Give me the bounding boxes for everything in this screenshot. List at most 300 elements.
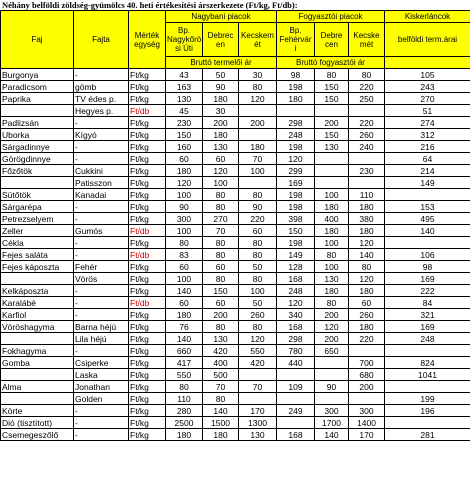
cell-fajta: - — [74, 249, 129, 261]
cell-debrecen-fogyasztoi: 130 — [315, 141, 349, 153]
cell-bp-fehervari: 780 — [277, 345, 315, 357]
cell-kecskemet-nagybani: 260 — [239, 309, 277, 321]
cell-bp-fehervari: 198 — [277, 201, 315, 213]
cell-mertekegyseg: Ft/kg — [129, 273, 166, 285]
cell-debrecen-nagybani: 70 — [203, 381, 239, 393]
cell-fajta: - — [74, 141, 129, 153]
cell-bp-nagykoros: 80 — [166, 237, 203, 249]
cell-belfoldi-term-arai: 196 — [385, 405, 470, 417]
cell-bp-fehervari: 109 — [277, 381, 315, 393]
cell-fajta: - — [74, 213, 129, 225]
cell-faj — [1, 393, 74, 405]
cell-bp-nagykoros: 180 — [166, 165, 203, 177]
cell-mertekegyseg: Ft/kg — [129, 237, 166, 249]
cell-debrecen-nagybani: 100 — [203, 177, 239, 189]
cell-faj: Alma — [1, 381, 74, 393]
header-nagybani-piacok: Nagybani piacok — [166, 11, 277, 23]
table-row — [1, 201, 470, 213]
cell-bp-fehervari — [277, 369, 315, 381]
cell-faj: Sárgarépa — [1, 201, 74, 213]
cell-kecskemet-fogyasztoi: 180 — [349, 201, 385, 213]
cell-faj: Paprika — [1, 93, 74, 105]
cell-bp-fehervari: 168 — [277, 273, 315, 285]
cell-kecskemet-fogyasztoi: 170 — [349, 429, 385, 441]
cell-kecskemet-nagybani: 130 — [239, 429, 277, 441]
cell-fajta: Laska — [74, 369, 129, 381]
cell-bp-nagykoros: 300 — [166, 213, 203, 225]
cell-kecskemet-nagybani — [239, 177, 277, 189]
cell-fajta: Patisszon — [74, 177, 129, 189]
cell-debrecen-nagybani: 60 — [203, 297, 239, 309]
cell-debrecen-fogyasztoi: 150 — [315, 93, 349, 105]
cell-belfoldi-term-arai: 140 — [385, 225, 470, 237]
cell-bp-fehervari: 128 — [277, 261, 315, 273]
cell-kecskemet-nagybani: 80 — [239, 273, 277, 285]
cell-mertekegyseg: Ft/kg — [129, 165, 166, 177]
cell-faj: Görögdinnye — [1, 153, 74, 165]
cell-mertekegyseg: Ft/kg — [129, 81, 166, 93]
header-kisker-empty — [385, 57, 470, 69]
cell-fajta: Gumós — [74, 225, 129, 237]
cell-fajta: Lila héjú — [74, 333, 129, 345]
cell-debrecen-nagybani: 130 — [203, 333, 239, 345]
cell-bp-fehervari: 398 — [277, 213, 315, 225]
header-mertekegyseg: Mérték egység — [129, 11, 166, 69]
cell-bp-nagykoros: 140 — [166, 285, 203, 297]
header-brutto-termeloi-ar: Bruttó termelői ár — [166, 57, 277, 69]
cell-belfoldi-term-arai: 51 — [385, 105, 470, 117]
cell-kecskemet-nagybani: 100 — [239, 165, 277, 177]
cell-mertekegyseg: Ft/kg — [129, 153, 166, 165]
cell-kecskemet-nagybani — [239, 369, 277, 381]
cell-faj: Kelkáposzta — [1, 285, 74, 297]
cell-bp-nagykoros: 110 — [166, 393, 203, 405]
cell-mertekegyseg: Ft/db — [129, 225, 166, 237]
cell-bp-fehervari: 120 — [277, 297, 315, 309]
cell-kecskemet-fogyasztoi: 1400 — [349, 417, 385, 429]
cell-fajta: - — [74, 69, 129, 81]
cell-bp-nagykoros: 163 — [166, 81, 203, 93]
cell-bp-nagykoros: 60 — [166, 297, 203, 309]
cell-bp-fehervari: 299 — [277, 165, 315, 177]
cell-belfoldi-term-arai: 199 — [385, 393, 470, 405]
cell-bp-nagykoros: 2500 — [166, 417, 203, 429]
cell-debrecen-fogyasztoi: 400 — [315, 213, 349, 225]
cell-fajta: Fehér — [74, 261, 129, 273]
cell-kecskemet-nagybani: 100 — [239, 285, 277, 297]
cell-bp-fehervari: 169 — [277, 177, 315, 189]
cell-mertekegyseg: Ft/kg — [129, 213, 166, 225]
cell-debrecen-nagybani: 180 — [203, 93, 239, 105]
cell-mertekegyseg: Ft/kg — [129, 357, 166, 369]
cell-mertekegyseg: Ft/kg — [129, 405, 166, 417]
cell-kecskemet-fogyasztoi: 120 — [349, 237, 385, 249]
cell-debrecen-fogyasztoi: 100 — [315, 261, 349, 273]
cell-debrecen-nagybani: 420 — [203, 345, 239, 357]
cell-mertekegyseg: Ft/kg — [129, 417, 166, 429]
cell-fajta: - — [74, 117, 129, 129]
cell-faj: Körte — [1, 405, 74, 417]
table-row — [1, 261, 470, 273]
cell-bp-nagykoros: 230 — [166, 117, 203, 129]
cell-bp-nagykoros: 76 — [166, 321, 203, 333]
cell-mertekegyseg: Ft/kg — [129, 177, 166, 189]
cell-mertekegyseg: Ft/kg — [129, 189, 166, 201]
cell-debrecen-fogyasztoi — [315, 369, 349, 381]
table-row — [1, 153, 470, 165]
table-row — [1, 417, 470, 429]
cell-bp-fehervari: 298 — [277, 117, 315, 129]
cell-kecskemet-fogyasztoi: 200 — [349, 381, 385, 393]
cell-debrecen-fogyasztoi — [315, 105, 349, 117]
cell-bp-fehervari: 249 — [277, 405, 315, 417]
cell-faj: Fejes káposzta — [1, 261, 74, 273]
cell-kecskemet-nagybani: 90 — [239, 201, 277, 213]
cell-fajta: - — [74, 345, 129, 357]
cell-bp-fehervari: 150 — [277, 225, 315, 237]
cell-fajta: Hegyes p. — [74, 105, 129, 117]
cell-bp-nagykoros: 180 — [166, 429, 203, 441]
cell-mertekegyseg: Ft/db — [129, 105, 166, 117]
cell-bp-fehervari: 340 — [277, 309, 315, 321]
cell-faj: Padlizsán — [1, 117, 74, 129]
cell-debrecen-nagybani: 200 — [203, 117, 239, 129]
cell-belfoldi-term-arai: 105 — [385, 69, 470, 81]
cell-kecskemet-fogyasztoi: 230 — [349, 165, 385, 177]
cell-belfoldi-term-arai: 274 — [385, 117, 470, 129]
cell-debrecen-nagybani: 70 — [203, 225, 239, 237]
cell-kecskemet-nagybani — [239, 129, 277, 141]
cell-belfoldi-term-arai: 84 — [385, 297, 470, 309]
cell-mertekegyseg: Ft/kg — [129, 129, 166, 141]
cell-kecskemet-nagybani: 120 — [239, 333, 277, 345]
table-row — [1, 141, 470, 153]
cell-belfoldi-term-arai: 1041 — [385, 369, 470, 381]
cell-faj: Uborka — [1, 129, 74, 141]
cell-kecskemet-fogyasztoi: 140 — [349, 249, 385, 261]
cell-debrecen-fogyasztoi — [315, 177, 349, 189]
cell-debrecen-nagybani: 80 — [203, 189, 239, 201]
cell-belfoldi-term-arai: 64 — [385, 153, 470, 165]
cell-debrecen-nagybani: 270 — [203, 213, 239, 225]
cell-debrecen-nagybani: 80 — [203, 201, 239, 213]
cell-belfoldi-term-arai: 248 — [385, 333, 470, 345]
cell-debrecen-nagybani: 80 — [203, 249, 239, 261]
cell-debrecen-fogyasztoi: 650 — [315, 345, 349, 357]
cell-debrecen-nagybani: 140 — [203, 405, 239, 417]
header-belfoldi-term-arai: belföldi term.árai — [385, 23, 470, 57]
cell-bp-nagykoros: 80 — [166, 381, 203, 393]
table-row — [1, 297, 470, 309]
cell-bp-nagykoros: 417 — [166, 357, 203, 369]
cell-faj: Cékla — [1, 237, 74, 249]
cell-kecskemet-nagybani: 200 — [239, 117, 277, 129]
table-row — [1, 285, 470, 297]
cell-debrecen-fogyasztoi: 200 — [315, 117, 349, 129]
cell-kecskemet-nagybani: 30 — [239, 69, 277, 81]
cell-faj: Karalábé — [1, 297, 74, 309]
cell-fajta: - — [74, 405, 129, 417]
cell-kecskemet-nagybani: 420 — [239, 357, 277, 369]
cell-bp-fehervari: 198 — [277, 237, 315, 249]
cell-faj: Főzőtök — [1, 165, 74, 177]
cell-fajta: gömb — [74, 81, 129, 93]
cell-fajta: - — [74, 429, 129, 441]
cell-belfoldi-term-arai — [385, 345, 470, 357]
cell-debrecen-fogyasztoi — [315, 393, 349, 405]
cell-faj: Petrezselyem — [1, 213, 74, 225]
cell-kecskemet-nagybani: 1300 — [239, 417, 277, 429]
cell-belfoldi-term-arai: 312 — [385, 129, 470, 141]
table-body — [1, 69, 470, 441]
cell-mertekegyseg: Ft/kg — [129, 321, 166, 333]
cell-debrecen-fogyasztoi: 80 — [315, 249, 349, 261]
cell-kecskemet-nagybani: 550 — [239, 345, 277, 357]
cell-debrecen-fogyasztoi: 90 — [315, 381, 349, 393]
cell-fajta: TV édes p. — [74, 93, 129, 105]
cell-debrecen-fogyasztoi: 100 — [315, 189, 349, 201]
cell-fajta: - — [74, 237, 129, 249]
cell-faj: Zeller — [1, 225, 74, 237]
cell-fajta: Kígyó — [74, 129, 129, 141]
cell-bp-nagykoros: 140 — [166, 333, 203, 345]
cell-kecskemet-fogyasztoi: 300 — [349, 405, 385, 417]
cell-kecskemet-nagybani: 80 — [239, 321, 277, 333]
cell-faj — [1, 273, 74, 285]
header-fogyasztoi-piacok: Fogyasztói piacok — [277, 11, 385, 23]
cell-belfoldi-term-arai — [385, 381, 470, 393]
cell-faj: Gomba — [1, 357, 74, 369]
cell-faj: Burgonya — [1, 69, 74, 81]
table-row — [1, 225, 470, 237]
table-row — [1, 129, 470, 141]
table-row — [1, 309, 470, 321]
cell-mertekegyseg: Ft/kg — [129, 381, 166, 393]
cell-belfoldi-term-arai — [385, 189, 470, 201]
cell-debrecen-fogyasztoi: 80 — [315, 297, 349, 309]
table-row — [1, 81, 470, 93]
cell-bp-fehervari: 198 — [277, 81, 315, 93]
cell-debrecen-fogyasztoi: 300 — [315, 405, 349, 417]
cell-debrecen-nagybani: 60 — [203, 261, 239, 273]
cell-faj: Sárgadinnye — [1, 141, 74, 153]
cell-faj: Fejes saláta — [1, 249, 74, 261]
cell-kecskemet-fogyasztoi: 260 — [349, 309, 385, 321]
cell-debrecen-nagybani: 1500 — [203, 417, 239, 429]
cell-mertekegyseg: Ft/kg — [129, 309, 166, 321]
table-row — [1, 381, 470, 393]
cell-debrecen-fogyasztoi: 1700 — [315, 417, 349, 429]
cell-debrecen-nagybani: 120 — [203, 165, 239, 177]
cell-faj — [1, 105, 74, 117]
cell-bp-fehervari: 168 — [277, 429, 315, 441]
cell-kecskemet-fogyasztoi: 680 — [349, 369, 385, 381]
cell-belfoldi-term-arai — [385, 417, 470, 429]
header-kecskemet-fogyasztoi: Kecske mét — [349, 23, 385, 57]
cell-kecskemet-fogyasztoi: 700 — [349, 357, 385, 369]
cell-mertekegyseg: Ft/kg — [129, 261, 166, 273]
cell-belfoldi-term-arai: 106 — [385, 249, 470, 261]
cell-bp-nagykoros: 60 — [166, 261, 203, 273]
cell-bp-nagykoros: 660 — [166, 345, 203, 357]
cell-debrecen-nagybani: 90 — [203, 81, 239, 93]
cell-mertekegyseg: Ft/kg — [129, 69, 166, 81]
header-bp-nagykoros: Bp. Nagykőrö si Úti — [166, 23, 203, 57]
cell-fajta: Kanadai — [74, 189, 129, 201]
cell-faj — [1, 369, 74, 381]
cell-kecskemet-fogyasztoi: 220 — [349, 81, 385, 93]
table-row — [1, 429, 470, 441]
cell-faj: Dió (tisztított) — [1, 417, 74, 429]
cell-kecskemet-nagybani: 120 — [239, 93, 277, 105]
cell-bp-fehervari: 168 — [277, 321, 315, 333]
cell-faj: Vöröshagyma — [1, 321, 74, 333]
cell-fajta: Vörös — [74, 273, 129, 285]
cell-kecskemet-fogyasztoi: 250 — [349, 93, 385, 105]
cell-bp-nagykoros: 43 — [166, 69, 203, 81]
header-debrecen-fogyasztoi: Debre cen — [315, 23, 349, 57]
cell-kecskemet-nagybani: 60 — [239, 225, 277, 237]
cell-mertekegyseg: Ft/db — [129, 249, 166, 261]
table-row — [1, 117, 470, 129]
cell-belfoldi-term-arai: 281 — [385, 429, 470, 441]
cell-mertekegyseg: Ft/kg — [129, 345, 166, 357]
header-bp-fehervari: Bp. Fehérvár i — [277, 23, 315, 57]
cell-faj: Csemegeszőlő — [1, 429, 74, 441]
cell-bp-nagykoros: 45 — [166, 105, 203, 117]
cell-bp-fehervari: 248 — [277, 285, 315, 297]
table-row — [1, 321, 470, 333]
cell-debrecen-nagybani: 400 — [203, 357, 239, 369]
cell-debrecen-fogyasztoi: 120 — [315, 321, 349, 333]
cell-kecskemet-fogyasztoi: 180 — [349, 321, 385, 333]
cell-debrecen-fogyasztoi: 80 — [315, 69, 349, 81]
cell-belfoldi-term-arai: 270 — [385, 93, 470, 105]
cell-kecskemet-nagybani: 80 — [239, 189, 277, 201]
cell-debrecen-fogyasztoi — [315, 165, 349, 177]
cell-fajta: Jonathan — [74, 381, 129, 393]
cell-fajta: - — [74, 309, 129, 321]
cell-kecskemet-fogyasztoi — [349, 105, 385, 117]
cell-bp-fehervari — [277, 105, 315, 117]
table-row — [1, 105, 470, 117]
cell-belfoldi-term-arai: 98 — [385, 261, 470, 273]
cell-bp-nagykoros: 550 — [166, 369, 203, 381]
cell-kecskemet-fogyasztoi: 80 — [349, 261, 385, 273]
cell-debrecen-fogyasztoi: 200 — [315, 333, 349, 345]
cell-belfoldi-term-arai: 169 — [385, 273, 470, 285]
cell-fajta: - — [74, 297, 129, 309]
table-row — [1, 189, 470, 201]
cell-belfoldi-term-arai: 243 — [385, 81, 470, 93]
cell-bp-nagykoros: 150 — [166, 129, 203, 141]
header-faj: Faj — [1, 11, 74, 69]
cell-faj: Fokhagyma — [1, 345, 74, 357]
cell-bp-nagykoros: 180 — [166, 309, 203, 321]
cell-debrecen-nagybani: 30 — [203, 105, 239, 117]
cell-kecskemet-fogyasztoi: 180 — [349, 225, 385, 237]
cell-debrecen-nagybani: 80 — [203, 393, 239, 405]
cell-kecskemet-nagybani: 220 — [239, 213, 277, 225]
cell-debrecen-nagybani: 130 — [203, 141, 239, 153]
table-row — [1, 93, 470, 105]
cell-debrecen-fogyasztoi — [315, 153, 349, 165]
cell-bp-fehervari: 120 — [277, 153, 315, 165]
cell-belfoldi-term-arai: 153 — [385, 201, 470, 213]
cell-bp-fehervari: 149 — [277, 249, 315, 261]
cell-fajta: Cukkini — [74, 165, 129, 177]
cell-kecskemet-fogyasztoi: 180 — [349, 285, 385, 297]
cell-fajta: Csiperke — [74, 357, 129, 369]
cell-debrecen-nagybani: 80 — [203, 237, 239, 249]
cell-faj — [1, 333, 74, 345]
cell-debrecen-nagybani: 80 — [203, 273, 239, 285]
cell-kecskemet-fogyasztoi: 260 — [349, 129, 385, 141]
cell-fajta: - — [74, 417, 129, 429]
cell-bp-fehervari: 248 — [277, 129, 315, 141]
cell-kecskemet-nagybani: 80 — [239, 249, 277, 261]
cell-belfoldi-term-arai: 216 — [385, 141, 470, 153]
cell-kecskemet-fogyasztoi: 110 — [349, 189, 385, 201]
price-table — [0, 10, 470, 441]
cell-debrecen-nagybani: 180 — [203, 129, 239, 141]
cell-kecskemet-fogyasztoi: 120 — [349, 273, 385, 285]
cell-bp-fehervari: 198 — [277, 141, 315, 153]
cell-debrecen-fogyasztoi: 180 — [315, 285, 349, 297]
table-row — [1, 393, 470, 405]
cell-faj: Sütőtök — [1, 189, 74, 201]
cell-kecskemet-fogyasztoi: 220 — [349, 117, 385, 129]
cell-debrecen-nagybani: 200 — [203, 309, 239, 321]
cell-kecskemet-nagybani: 80 — [239, 237, 277, 249]
cell-debrecen-fogyasztoi: 140 — [315, 429, 349, 441]
cell-bp-nagykoros: 83 — [166, 249, 203, 261]
cell-debrecen-fogyasztoi: 100 — [315, 237, 349, 249]
cell-debrecen-fogyasztoi — [315, 357, 349, 369]
cell-kecskemet-nagybani: 50 — [239, 261, 277, 273]
cell-bp-nagykoros: 90 — [166, 201, 203, 213]
header-fajta: Fajta — [74, 11, 129, 69]
cell-kecskemet-nagybani: 70 — [239, 381, 277, 393]
cell-kecskemet-nagybani: 170 — [239, 405, 277, 417]
cell-debrecen-nagybani: 50 — [203, 69, 239, 81]
table-row — [1, 165, 470, 177]
cell-bp-fehervari: 180 — [277, 93, 315, 105]
cell-kecskemet-fogyasztoi: 220 — [349, 333, 385, 345]
cell-fajta: - — [74, 153, 129, 165]
cell-belfoldi-term-arai: 214 — [385, 165, 470, 177]
header-debrecen-nagybani: Debrec en — [203, 23, 239, 57]
cell-kecskemet-fogyasztoi — [349, 345, 385, 357]
cell-debrecen-fogyasztoi: 150 — [315, 81, 349, 93]
cell-bp-fehervari — [277, 393, 315, 405]
cell-mertekegyseg: Ft/kg — [129, 93, 166, 105]
cell-fajta: - — [74, 285, 129, 297]
table-row — [1, 357, 470, 369]
cell-bp-nagykoros: 160 — [166, 141, 203, 153]
cell-fajta: Golden — [74, 393, 129, 405]
cell-debrecen-nagybani: 180 — [203, 429, 239, 441]
cell-kecskemet-nagybani: 70 — [239, 153, 277, 165]
cell-bp-fehervari: 198 — [277, 189, 315, 201]
cell-bp-nagykoros: 280 — [166, 405, 203, 417]
cell-debrecen-fogyasztoi: 130 — [315, 273, 349, 285]
cell-fajta: Barna héjú — [74, 321, 129, 333]
cell-bp-nagykoros: 100 — [166, 189, 203, 201]
cell-kecskemet-fogyasztoi: 60 — [349, 297, 385, 309]
table-row — [1, 237, 470, 249]
cell-debrecen-fogyasztoi: 150 — [315, 129, 349, 141]
